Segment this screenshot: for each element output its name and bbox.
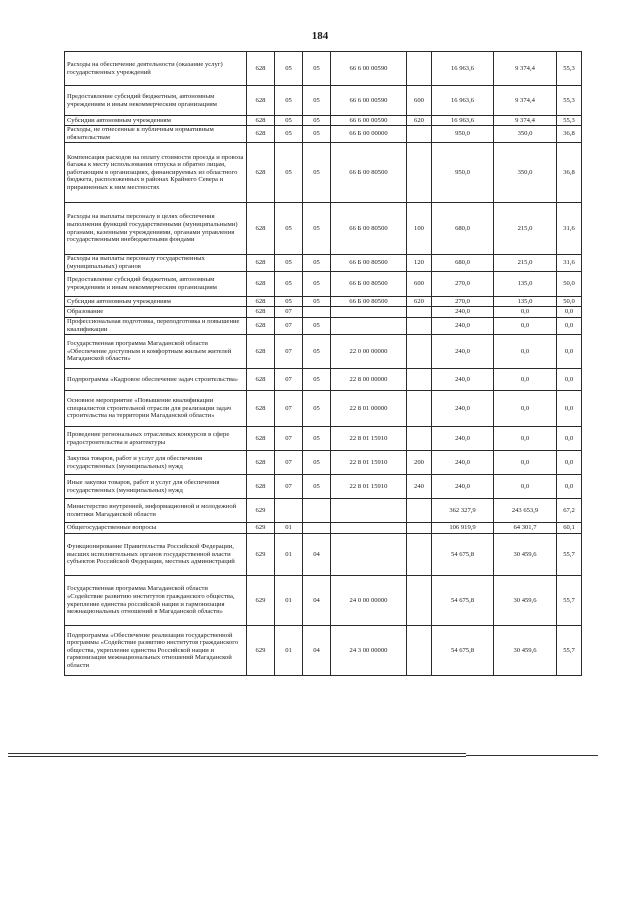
row-rz: 07 [275, 307, 303, 318]
row-plan: 54 675,8 [432, 626, 494, 676]
row-fact: 215,0 [494, 203, 557, 255]
row-gr: 628 [247, 126, 275, 143]
row-gr: 629 [247, 576, 275, 626]
row-gr: 628 [247, 116, 275, 126]
row-plan: 270,0 [432, 272, 494, 297]
page-number: 184 [311, 30, 329, 42]
row-plan: 240,0 [432, 335, 494, 369]
row-csr [331, 534, 407, 576]
row-rz: 05 [275, 297, 303, 307]
row-pr: 05 [303, 116, 331, 126]
row-vr [407, 499, 432, 523]
row-csr: 22 8 01 15910 [331, 427, 407, 451]
row-pr: 05 [303, 427, 331, 451]
table-row [65, 272, 582, 297]
table-row [65, 307, 582, 318]
row-rz: 07 [275, 318, 303, 335]
row-gr: 628 [247, 391, 275, 427]
row-plan: 240,0 [432, 475, 494, 499]
table-row [65, 391, 582, 427]
row-pct: 36,8 [557, 126, 582, 143]
row-vr [407, 427, 432, 451]
row-pr: 05 [303, 143, 331, 203]
row-name: Расходы на выплаты персоналу в целях обеспечения выполнения функций государственными (муниципальными) органами, казенными учреждениями, органами управления государственными внебюджетными фондами [65, 203, 247, 255]
row-pct: 0,0 [557, 391, 582, 427]
row-plan: 680,0 [432, 255, 494, 272]
row-vr [407, 576, 432, 626]
row-name: Функционирование Правительства Российской Федерации, высших исполнительных органов государственной власти субъектов Российской Федерации, местных администраций [65, 534, 247, 576]
row-fact: 0,0 [494, 427, 557, 451]
row-name: Расходы, не отнесенные к публичным нормативным обязательствам [65, 126, 247, 143]
row-gr: 628 [247, 297, 275, 307]
row-plan: 950,0 [432, 143, 494, 203]
row-name: Иные закупки товаров, работ и услуг для обеспечения государственных (муниципальных) нужд [65, 475, 247, 499]
row-pr: 05 [303, 272, 331, 297]
row-csr: 24 3 00 00000 [331, 626, 407, 676]
row-fact: 243 653,9 [494, 499, 557, 523]
row-gr: 628 [247, 307, 275, 318]
row-name: Расходы на обеспечение деятельности (оказание услуг) государственных учреждений [65, 52, 247, 86]
row-rz: 05 [275, 86, 303, 116]
row-vr: 600 [407, 272, 432, 297]
row-fact: 135,0 [494, 297, 557, 307]
row-csr: 22 0 00 00000 [331, 335, 407, 369]
table-row [65, 318, 582, 335]
row-pct: 55,3 [557, 52, 582, 86]
row-pr: 04 [303, 576, 331, 626]
row-gr: 628 [247, 318, 275, 335]
row-vr: 200 [407, 451, 432, 475]
table-body [65, 52, 582, 676]
row-rz: 01 [275, 626, 303, 676]
row-fact: 9 374,4 [494, 86, 557, 116]
row-fact: 0,0 [494, 451, 557, 475]
row-pct: 60,1 [557, 523, 582, 534]
table-row [65, 335, 582, 369]
row-fact: 0,0 [494, 307, 557, 318]
row-plan: 16 963,6 [432, 52, 494, 86]
row-csr: 66 6 00 00590 [331, 116, 407, 126]
row-vr [407, 335, 432, 369]
row-rz: 01 [275, 523, 303, 534]
row-csr [331, 318, 407, 335]
row-vr: 120 [407, 255, 432, 272]
row-pct: 0,0 [557, 475, 582, 499]
row-rz: 05 [275, 143, 303, 203]
row-rz: 05 [275, 203, 303, 255]
row-csr: 24 0 00 00000 [331, 576, 407, 626]
row-pct: 0,0 [557, 451, 582, 475]
row-csr: 66 6 00 00590 [331, 52, 407, 86]
row-rz: 05 [275, 255, 303, 272]
table-row [65, 86, 582, 116]
row-pr: 05 [303, 451, 331, 475]
row-fact: 30 459,6 [494, 534, 557, 576]
table-row [65, 297, 582, 307]
table-row [65, 427, 582, 451]
row-fact: 350,0 [494, 143, 557, 203]
row-rz: 07 [275, 427, 303, 451]
row-pct: 0,0 [557, 369, 582, 391]
row-pct: 55,7 [557, 626, 582, 676]
footer-rule [8, 756, 466, 757]
row-name: Проведение региональных отраслевых конкурсов в сфере градостроительства и архитектуры [65, 427, 247, 451]
row-pct: 36,8 [557, 143, 582, 203]
row-pr: 05 [303, 255, 331, 272]
row-fact: 9 374,4 [494, 116, 557, 126]
row-rz: 07 [275, 451, 303, 475]
row-fact: 0,0 [494, 369, 557, 391]
row-vr [407, 391, 432, 427]
row-csr: 22 8 01 00000 [331, 391, 407, 427]
table-row [65, 626, 582, 676]
table-row [65, 369, 582, 391]
table-row [65, 52, 582, 86]
row-fact: 0,0 [494, 318, 557, 335]
row-name: Предоставление субсидий бюджетным, автономным учреждениям и иным некоммерческим организациям [65, 86, 247, 116]
row-pct: 0,0 [557, 318, 582, 335]
row-name: Подпрограмма «Кадровое обеспечение задач строительства» [65, 369, 247, 391]
row-plan: 240,0 [432, 391, 494, 427]
row-name: Закупка товаров, работ и услуг для обеспечения государственных (муниципальных) нужд [65, 451, 247, 475]
row-pr: 05 [303, 391, 331, 427]
row-rz: 05 [275, 116, 303, 126]
row-gr: 628 [247, 86, 275, 116]
row-plan: 16 963,6 [432, 116, 494, 126]
row-csr: 22 8 01 15910 [331, 451, 407, 475]
footer-rule [466, 755, 598, 756]
row-pct: 0,0 [557, 427, 582, 451]
row-fact: 0,0 [494, 391, 557, 427]
table-row [65, 203, 582, 255]
table-row [65, 126, 582, 143]
row-fact: 30 459,6 [494, 626, 557, 676]
row-rz: 01 [275, 576, 303, 626]
row-csr: 66 Б 00 80500 [331, 255, 407, 272]
row-rz: 07 [275, 335, 303, 369]
row-gr: 629 [247, 626, 275, 676]
row-name: Государственная программа Магаданской области «Обеспечение доступным и комфортным жильем жителей Магаданской области» [65, 335, 247, 369]
row-pr [303, 307, 331, 318]
row-fact: 9 374,4 [494, 52, 557, 86]
row-name: Профессиональная подготовка, переподготовка и повышение квалификации [65, 318, 247, 335]
row-vr [407, 126, 432, 143]
row-vr [407, 626, 432, 676]
row-name: Субсидии автономным учреждениям [65, 297, 247, 307]
row-vr [407, 534, 432, 576]
row-gr: 628 [247, 427, 275, 451]
row-gr: 628 [247, 143, 275, 203]
row-vr: 620 [407, 297, 432, 307]
footer-rule [8, 753, 466, 754]
row-vr [407, 307, 432, 318]
row-csr: 66 Б 00 80500 [331, 203, 407, 255]
row-gr: 628 [247, 475, 275, 499]
table-row [65, 499, 582, 523]
row-pr: 05 [303, 369, 331, 391]
row-csr: 66 Б 00 80500 [331, 297, 407, 307]
row-pct: 31,6 [557, 203, 582, 255]
row-vr [407, 523, 432, 534]
row-fact: 30 459,6 [494, 576, 557, 626]
row-name: Общегосударственные вопросы [65, 523, 247, 534]
row-csr [331, 523, 407, 534]
table-row [65, 576, 582, 626]
row-pr: 04 [303, 626, 331, 676]
row-gr: 628 [247, 255, 275, 272]
row-plan: 240,0 [432, 307, 494, 318]
table-row [65, 475, 582, 499]
row-name: Образование [65, 307, 247, 318]
row-pct: 0,0 [557, 307, 582, 318]
row-vr: 620 [407, 116, 432, 126]
row-gr: 629 [247, 523, 275, 534]
row-fact: 350,0 [494, 126, 557, 143]
row-csr: 22 8 01 15910 [331, 475, 407, 499]
row-rz: 05 [275, 272, 303, 297]
row-pr: 05 [303, 297, 331, 307]
budget-table [64, 51, 582, 676]
row-name: Компенсация расходов на оплату стоимости проезда и провоза багажа к месту использования отпуска и обратно лицам, работающим в организациях, финансируемых из областного бюджета, расположенных в районах Крайнего Севера и приравненных к ним местностях [65, 143, 247, 203]
row-plan: 54 675,8 [432, 534, 494, 576]
row-pr: 05 [303, 318, 331, 335]
row-gr: 628 [247, 272, 275, 297]
row-name: Предоставление субсидий бюджетным, автономным учреждениям и иным некоммерческим организациям [65, 272, 247, 297]
row-vr: 600 [407, 86, 432, 116]
row-fact: 64 301,7 [494, 523, 557, 534]
row-vr [407, 52, 432, 86]
row-rz: 07 [275, 369, 303, 391]
row-name: Расходы на выплаты персоналу государственных (муниципальных) органов [65, 255, 247, 272]
row-pr: 05 [303, 335, 331, 369]
row-pct: 50,0 [557, 272, 582, 297]
row-gr: 628 [247, 369, 275, 391]
row-csr [331, 307, 407, 318]
row-vr: 100 [407, 203, 432, 255]
row-rz: 05 [275, 52, 303, 86]
row-pct: 50,0 [557, 297, 582, 307]
row-pr: 05 [303, 52, 331, 86]
row-rz: 01 [275, 534, 303, 576]
row-rz: 05 [275, 126, 303, 143]
row-plan: 950,0 [432, 126, 494, 143]
row-plan: 240,0 [432, 451, 494, 475]
row-fact: 0,0 [494, 335, 557, 369]
row-pr: 04 [303, 534, 331, 576]
row-plan: 106 919,9 [432, 523, 494, 534]
row-name: Государственная программа Магаданской области «Содействие развитию институтов гражданского общества, укрепление единства российской нации и гармонизация межнациональных отношений в Магаданской области» [65, 576, 247, 626]
row-name: Министерство внутренней, информационной и молодежной политики Магаданской области [65, 499, 247, 523]
row-name: Субсидии автономным учреждениям [65, 116, 247, 126]
row-gr: 628 [247, 451, 275, 475]
row-pct: 55,7 [557, 534, 582, 576]
row-plan: 270,0 [432, 297, 494, 307]
table-row [65, 143, 582, 203]
row-pr [303, 523, 331, 534]
row-plan: 16 963,6 [432, 86, 494, 116]
row-vr [407, 318, 432, 335]
row-rz: 07 [275, 475, 303, 499]
table-row [65, 451, 582, 475]
row-name: Подпрограмма «Обеспечение реализации государственной программы «Содействие развитию институтов гражданского общества, укрепление единства Российской нации и гармонизация межнациональных отношений Магаданской области [65, 626, 247, 676]
row-gr: 629 [247, 499, 275, 523]
row-csr: 66 6 00 00590 [331, 86, 407, 116]
row-plan: 362 327,9 [432, 499, 494, 523]
row-gr: 628 [247, 52, 275, 86]
row-plan: 240,0 [432, 318, 494, 335]
row-pct: 0,0 [557, 335, 582, 369]
row-pr [303, 499, 331, 523]
row-csr: 66 Б 00 80500 [331, 143, 407, 203]
row-pct: 55,7 [557, 576, 582, 626]
row-vr: 240 [407, 475, 432, 499]
row-pr: 05 [303, 86, 331, 116]
row-plan: 680,0 [432, 203, 494, 255]
table-row [65, 116, 582, 126]
row-plan: 240,0 [432, 427, 494, 451]
row-fact: 0,0 [494, 475, 557, 499]
row-fact: 215,0 [494, 255, 557, 272]
row-pr: 05 [303, 126, 331, 143]
row-pct: 55,3 [557, 86, 582, 116]
row-pr: 05 [303, 203, 331, 255]
table-row [65, 523, 582, 534]
row-pct: 67,2 [557, 499, 582, 523]
row-pct: 55,3 [557, 116, 582, 126]
row-gr: 628 [247, 335, 275, 369]
row-pr: 05 [303, 475, 331, 499]
row-plan: 240,0 [432, 369, 494, 391]
row-rz: 07 [275, 391, 303, 427]
row-gr: 629 [247, 534, 275, 576]
row-vr [407, 143, 432, 203]
row-vr [407, 369, 432, 391]
row-gr: 628 [247, 203, 275, 255]
row-rz [275, 499, 303, 523]
row-csr [331, 499, 407, 523]
table-row [65, 255, 582, 272]
row-plan: 54 675,8 [432, 576, 494, 626]
row-csr: 66 Б 00 80500 [331, 272, 407, 297]
row-name: Основное мероприятие «Повышение квалификации специалистов строительной отрасли для реализации задач строительства на территории Магаданской области» [65, 391, 247, 427]
row-csr: 22 8 00 00000 [331, 369, 407, 391]
row-pct: 31,6 [557, 255, 582, 272]
row-csr: 66 Б 00 00000 [331, 126, 407, 143]
table-row [65, 534, 582, 576]
row-fact: 135,0 [494, 272, 557, 297]
